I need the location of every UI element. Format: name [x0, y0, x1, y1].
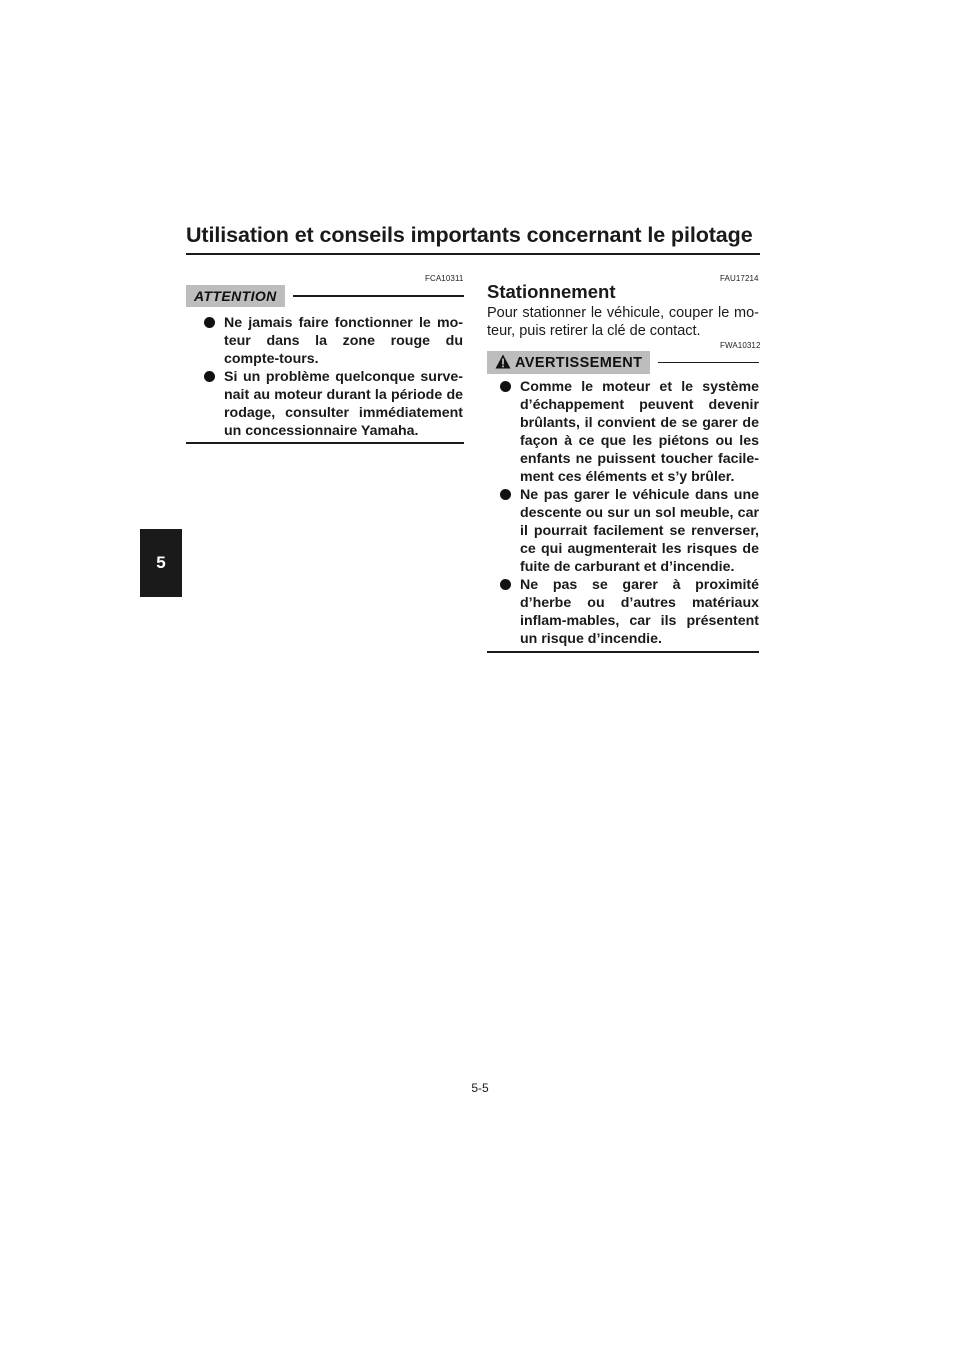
bullet-icon: [204, 371, 215, 382]
bullet-icon: [204, 317, 215, 328]
bullet-text: Ne pas garer le véhicule dans une descente ou sur un sol meuble, car il pourrait facilement se renverser, ce qui augmenterait les risques de fuite de carburant et d’incendie.: [520, 487, 759, 575]
attention-code: FCA10311: [425, 274, 464, 283]
bullet-text: Si un problème quelconque surve-nait au moteur durant la période de rodage, consulter immédiatement un concessionnaire Yamaha.: [224, 369, 463, 439]
attention-header-rule: [293, 295, 464, 297]
list-item: [200, 314, 463, 368]
bullet-text: Ne jamais faire fonctionner le mo-teur dans la zone rouge du compte-tours.: [224, 315, 463, 367]
warning-header-rule: [658, 362, 759, 364]
warning-code: FWA10312: [720, 341, 761, 350]
bullet-icon: [500, 381, 511, 392]
list-item: [496, 378, 759, 486]
section-body: Pour stationner le véhicule, couper le mo-teur, puis retirer la clé de contact.: [487, 305, 759, 339]
section-code: FAU17214: [720, 274, 759, 283]
list-item: [496, 486, 759, 576]
warning-header: [487, 351, 759, 374]
attention-label: ATTENTION: [186, 285, 285, 307]
bullet-text: Ne pas se garer à proximité d’herbe ou d’autres matériaux inflam-mables, car ils présentent un risque d’incendie.: [520, 577, 759, 647]
bullet-icon: [500, 489, 511, 500]
chapter-tab: 5: [140, 529, 182, 597]
list-item: [496, 576, 759, 648]
warning-triangle-icon: [495, 354, 511, 369]
warning-label: AVERTISSEMENT: [515, 355, 643, 371]
attention-bottom-rule: [186, 442, 464, 444]
warning-bullet-list: [496, 378, 759, 648]
title-rule: [186, 253, 760, 255]
bullet-text: Comme le moteur et le système d’échappement peuvent devenir brûlants, il convient de se garer de façon à ce que les piétons ou les enfants ne puissent toucher facile-ment ces éléments et s’y brûler.: [520, 379, 759, 485]
page-number: 5-5: [471, 1081, 489, 1095]
warning-bottom-rule: [487, 651, 759, 653]
attention-header: [186, 285, 464, 307]
page-title: Utilisation et conseils importants concernant le pilotage: [186, 223, 753, 247]
attention-bullet-list: [200, 314, 463, 440]
section-heading: Stationnement: [487, 281, 616, 302]
warning-label-box: [487, 351, 650, 374]
list-item: [200, 368, 463, 440]
bullet-icon: [500, 579, 511, 590]
